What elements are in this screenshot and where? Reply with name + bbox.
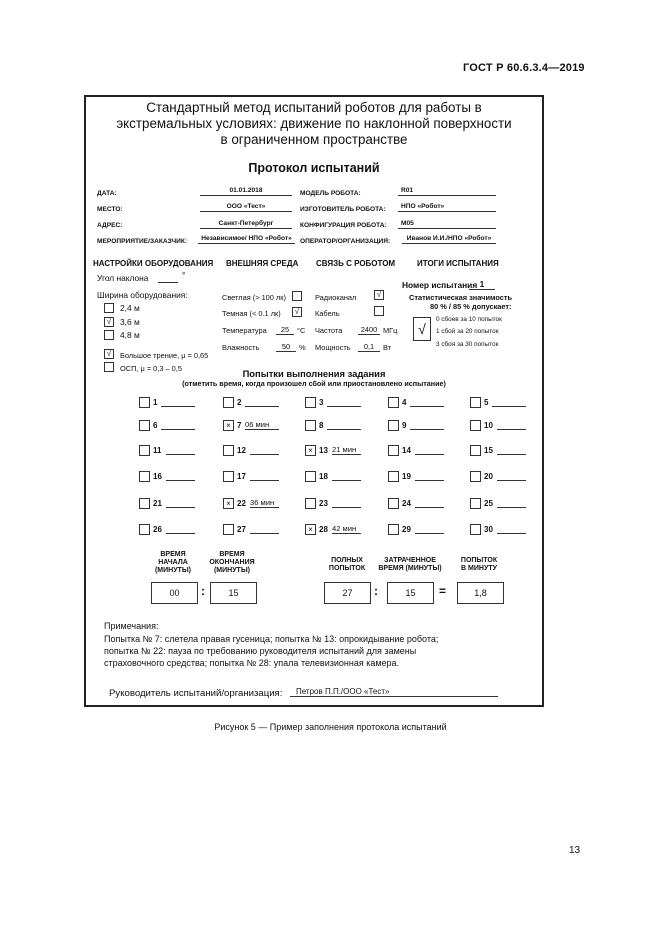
standard-code: ГОСТ Р 60.6.3.4—2019 <box>463 62 585 74</box>
attempt-checkbox[interactable]: × <box>305 445 316 456</box>
attempt-number: 28 <box>319 525 328 534</box>
attempts-subtitle: (отметить время, когда произошел сбой или приостановлено испытание) <box>182 379 446 388</box>
configuration-value: М05 <box>398 220 496 229</box>
attempt-checkbox[interactable] <box>388 498 399 509</box>
attempt-time[interactable] <box>327 421 361 430</box>
protocol-subtitle: Протокол испытаний <box>248 161 380 175</box>
light-option-label: Светлая (> 100 лк) <box>222 293 286 302</box>
attempt-checkbox[interactable] <box>305 397 316 408</box>
date-label: ДАТА: <box>97 190 117 197</box>
attempt-checkbox[interactable] <box>388 524 399 535</box>
attempt-time[interactable] <box>415 525 444 534</box>
width-option-label: 4,8 м <box>120 330 140 340</box>
address-value: Санкт-Петербург <box>200 220 292 229</box>
colon-sign: : <box>374 584 378 598</box>
spent-time-box[interactable]: 15 <box>387 582 434 604</box>
angle-field[interactable] <box>158 273 178 283</box>
angle-label: Угол наклона <box>97 273 149 283</box>
attempt-time[interactable] <box>497 525 526 534</box>
attempt-checkbox[interactable] <box>388 471 399 482</box>
attempt-time[interactable] <box>492 398 526 407</box>
frequency-value: 2400 <box>358 325 380 335</box>
model-label: МОДЕЛЬ РОБОТА: <box>300 190 361 197</box>
attempt-checkbox[interactable] <box>139 420 150 431</box>
significance-rule: 0 сбоев за 10 попыток <box>436 316 502 323</box>
attempt-time[interactable]: 06 мин <box>245 421 279 430</box>
model-value: R01 <box>398 187 496 196</box>
attempt-number: 17 <box>237 472 246 481</box>
comm-heading: СВЯЗЬ С РОБОТОМ <box>316 259 396 268</box>
attempt-checkbox[interactable] <box>223 397 234 408</box>
attempt-checkbox[interactable]: × <box>223 498 234 509</box>
spent-time-label: ЗАТРАЧЕННОЕ ВРЕМЯ (МИНУТЫ) <box>378 557 442 572</box>
radio-label: Радиоканал <box>315 293 357 302</box>
attempt-number: 23 <box>319 499 328 508</box>
attempt-time[interactable] <box>410 398 444 407</box>
page-number: 13 <box>569 845 581 856</box>
attempt-time[interactable]: 21 мин <box>332 446 361 455</box>
attempt-checkbox[interactable] <box>388 420 399 431</box>
protocol-title <box>100 100 528 148</box>
attempt-checkbox[interactable] <box>139 397 150 408</box>
attempt-time[interactable] <box>415 499 444 508</box>
width-option-label: 2,4 м <box>120 303 140 313</box>
attempt-time[interactable] <box>415 446 444 455</box>
title-line: Стандартный метод испытаний роботов для работы в <box>146 100 482 115</box>
attempt-time[interactable] <box>332 472 361 481</box>
attempt-time[interactable] <box>250 472 279 481</box>
attempt-time[interactable] <box>327 398 361 407</box>
attempt-time[interactable] <box>166 446 195 455</box>
attempt-number: 3 <box>319 398 324 407</box>
attempt-checkbox[interactable] <box>139 445 150 456</box>
attempt-time[interactable] <box>332 499 361 508</box>
attempt-time[interactable]: 42 мин <box>332 525 361 534</box>
attempt-number: 14 <box>402 446 411 455</box>
colon-sign: : <box>201 584 205 598</box>
attempt-checkbox[interactable] <box>470 471 481 482</box>
dark-option-label: Темная (< 0.1 лк) <box>222 309 281 318</box>
attempt-time[interactable] <box>415 472 444 481</box>
configuration-label: КОНФИГУРАЦИЯ РОБОТА: <box>300 222 387 229</box>
attempt-time[interactable] <box>497 421 526 430</box>
attempt-checkbox[interactable] <box>139 524 150 535</box>
width-option-label: 3,6 м <box>120 317 140 327</box>
attempt-time[interactable] <box>250 525 279 534</box>
notes-line: попытка № 22: пауза по требованию руководителя испытаний для замены <box>104 646 417 656</box>
attempt-number: 20 <box>484 472 493 481</box>
attempt-number: 7 <box>237 421 242 430</box>
attempt-number: 29 <box>402 525 411 534</box>
attempt-time[interactable] <box>250 446 279 455</box>
title-line: экстремальных условиях: движение по наклонной поверхности <box>116 116 512 131</box>
attempt-number: 6 <box>153 421 158 430</box>
attempt-checkbox[interactable] <box>388 397 399 408</box>
manufacturer-value: НПО «Робот» <box>398 203 496 212</box>
significance-line-1: Статистическая значимость <box>409 293 513 302</box>
attempt-time[interactable] <box>161 421 195 430</box>
place-value: ООО «Тест» <box>200 203 292 212</box>
notes-line: Попытка № 7: слетела правая гусеница; попытка № 13: опрокидывание робота; <box>104 634 439 644</box>
attempt-number: 5 <box>484 398 489 407</box>
attempt-number: 10 <box>484 421 493 430</box>
figure-caption: Рисунок 5 — Пример заполнения протокола испытаний <box>214 722 447 732</box>
customer-label: МЕРОПРИЯТИЕ/ЗАКАЗЧИК: <box>97 238 188 245</box>
environment-heading: ВНЕШНЯЯ СРЕДА <box>226 259 299 268</box>
high-friction-label: Большое трение, μ = 0,65 <box>120 351 209 360</box>
attempt-checkbox[interactable] <box>470 524 481 535</box>
humidity-unit: % <box>299 343 306 352</box>
customer-value: Независимое/ НПО «Робот» <box>198 235 295 244</box>
attempt-number: 8 <box>319 421 324 430</box>
significance-rule: 3 сбоя за 30 попыток <box>436 341 499 348</box>
notes-title: Примечания: <box>104 621 159 631</box>
attempt-time[interactable] <box>410 421 444 430</box>
check-mark-icon: √ <box>106 349 112 358</box>
cable-label: Кабель <box>315 309 340 318</box>
dark-checkbox[interactable] <box>292 307 302 317</box>
attempt-time[interactable] <box>166 499 195 508</box>
equals-sign: = <box>439 584 447 598</box>
significance-line-2: 80 % / 85 % допускает: <box>430 302 512 311</box>
angle-unit: ° <box>182 270 186 280</box>
radio-checkbox[interactable] <box>374 290 384 300</box>
attempts-title: Попытки выполнения задания <box>242 368 386 379</box>
attempt-checkbox[interactable] <box>470 445 481 456</box>
end-time-box[interactable]: 15 <box>210 582 257 604</box>
attempt-number: 26 <box>153 525 162 534</box>
attempt-number: 4 <box>402 398 407 407</box>
frequency-unit: МГц <box>383 326 398 335</box>
attempt-checkbox[interactable] <box>139 498 150 509</box>
equipment-heading: НАСТРОЙКИ ОБОРУДОВАНИЯ <box>93 259 214 268</box>
width-label: Ширина оборудования: <box>97 290 188 300</box>
results-heading: ИТОГИ ИСПЫТАНИЯ <box>417 259 499 268</box>
supervisor-value: Петров П.П./ООО «Тест» <box>290 687 498 697</box>
attempt-number: 25 <box>484 499 493 508</box>
supervisor-label: Руководитель испытаний/организация: <box>109 688 283 699</box>
power-unit: Вт <box>383 343 392 352</box>
check-mark-icon: √ <box>376 290 382 299</box>
temperature-label: Температура <box>222 326 267 335</box>
attempt-checkbox[interactable]: × <box>223 420 234 431</box>
rate-box[interactable]: 1,8 <box>457 582 504 604</box>
attempt-time[interactable] <box>161 398 195 407</box>
rate-label: ПОПЫТОК В МИНУТУ <box>460 557 498 572</box>
light-checkbox[interactable] <box>292 291 302 301</box>
attempt-time[interactable] <box>166 472 195 481</box>
attempt-checkbox[interactable]: × <box>305 524 316 535</box>
attempt-number: 11 <box>153 446 162 455</box>
attempt-time[interactable] <box>245 398 279 407</box>
start-time-label: ВРЕМЯ НАЧАЛА (МИНУТЫ) <box>154 551 192 574</box>
attempt-number: 12 <box>237 446 246 455</box>
significance-rule: 1 сбой за 20 попыток <box>436 328 499 335</box>
temperature-value: 25 <box>276 325 294 335</box>
width-checkbox-3.6[interactable] <box>104 317 114 327</box>
attempt-checkbox[interactable] <box>223 524 234 535</box>
attempt-number: 2 <box>237 398 242 407</box>
width-checkbox-4.8[interactable] <box>104 330 114 340</box>
attempt-number: 24 <box>402 499 411 508</box>
start-time-box[interactable]: 00 <box>151 582 198 604</box>
attempt-number: 22 <box>237 499 246 508</box>
humidity-label: Влажность <box>222 343 260 352</box>
attempt-number: 27 <box>237 525 246 534</box>
power-label: Мощность <box>315 343 351 352</box>
full-attempts-label: ПОЛНЫХ ПОПЫТОК <box>328 557 366 572</box>
attempt-checkbox[interactable] <box>470 397 481 408</box>
attempt-time[interactable] <box>497 472 526 481</box>
attempt-checkbox[interactable] <box>470 420 481 431</box>
attempt-checkbox[interactable] <box>470 498 481 509</box>
attempt-number: 30 <box>484 525 493 534</box>
operator-label: ОПЕРАТОР/ОРГАНИЗАЦИЯ: <box>300 238 391 245</box>
cable-checkbox[interactable] <box>374 306 384 316</box>
manufacturer-label: ИЗГОТОВИТЕЛЬ РОБОТА: <box>300 206 386 213</box>
title-line: в ограниченном пространстве <box>220 132 408 147</box>
end-time-label: ВРЕМЯ ОКОНЧАНИЯ (МИНУТЫ) <box>209 551 255 574</box>
check-mark-icon: √ <box>294 307 300 316</box>
temperature-unit: °С <box>297 326 306 335</box>
significance-checkbox[interactable] <box>413 317 431 341</box>
attempt-time[interactable] <box>166 525 195 534</box>
frequency-label: Частота <box>315 326 343 335</box>
attempt-checkbox[interactable] <box>305 420 316 431</box>
attempt-number: 18 <box>319 472 328 481</box>
attempt-time[interactable]: 36 мин <box>250 499 279 508</box>
attempt-number: 21 <box>153 499 162 508</box>
test-number-value: 1 <box>469 279 495 290</box>
attempt-checkbox[interactable] <box>388 445 399 456</box>
attempt-time[interactable] <box>497 499 526 508</box>
width-checkbox-2.4[interactable] <box>104 303 114 313</box>
attempt-checkbox[interactable] <box>223 471 234 482</box>
attempt-number: 19 <box>402 472 411 481</box>
attempt-checkbox[interactable] <box>305 498 316 509</box>
date-value: 01.01.2018 <box>200 187 292 196</box>
high-friction-checkbox[interactable] <box>104 349 114 359</box>
address-label: АДРЕС: <box>97 222 123 229</box>
check-mark-icon: √ <box>106 317 112 326</box>
attempt-number: 16 <box>153 472 162 481</box>
osb-label: ОСП, μ = 0,3 – 0,5 <box>120 364 182 373</box>
attempt-number: 13 <box>319 446 328 455</box>
operator-value: Иванов И.И./НПО «Робот» <box>402 235 496 244</box>
attempt-number: 9 <box>402 421 407 430</box>
notes-line: страховочного средства; попытка № 28: упала телевизионная камера. <box>104 658 400 668</box>
attempt-number: 1 <box>153 398 158 407</box>
attempt-checkbox[interactable] <box>139 471 150 482</box>
attempt-checkbox[interactable] <box>223 445 234 456</box>
power-value: 0,1 <box>358 342 380 352</box>
full-attempts-box[interactable]: 27 <box>324 582 371 604</box>
attempt-number: 15 <box>484 446 493 455</box>
test-number-label: Номер испытания <box>402 280 478 290</box>
humidity-value: 50 <box>276 342 296 352</box>
place-label: МЕСТО: <box>97 206 123 213</box>
check-mark-icon: √ <box>418 321 426 337</box>
attempt-time[interactable] <box>497 446 526 455</box>
attempt-checkbox[interactable] <box>305 471 316 482</box>
